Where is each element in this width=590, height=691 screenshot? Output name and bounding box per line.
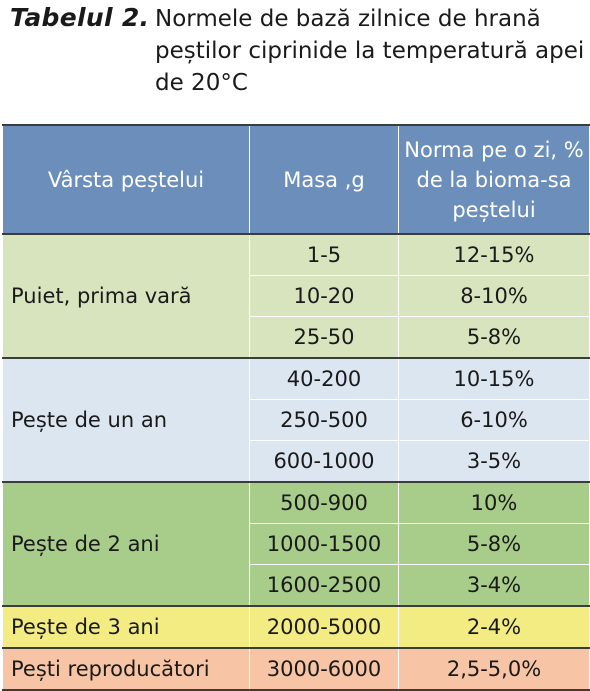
mass-cell: 1-5 xyxy=(250,234,399,276)
norm-cell: 3-5% xyxy=(399,441,590,483)
table-row xyxy=(3,482,590,524)
age-cell: Pește de un an xyxy=(3,358,250,482)
table-row xyxy=(3,358,590,400)
header-age: Vârsta peștelui xyxy=(3,125,250,234)
table-caption xyxy=(10,0,585,112)
mass-cell: 600-1000 xyxy=(250,441,399,483)
age-cell: Pești reproducători xyxy=(3,648,250,690)
mass-cell: 3000-6000 xyxy=(250,648,399,690)
caption-text: Normele de bază zilnice de hrană peștilor ciprinide la temperatură apei de 20°C xyxy=(155,6,585,96)
mass-cell: 1600-2500 xyxy=(250,565,399,607)
mass-cell: 25-50 xyxy=(250,317,399,359)
age-cell: Puiet, prima vară xyxy=(3,234,250,358)
header-mass: Masa ,g xyxy=(250,125,399,234)
norm-cell: 2-4% xyxy=(399,606,590,648)
table-header-row xyxy=(3,125,590,234)
norm-cell: 3-4% xyxy=(399,565,590,607)
mass-cell: 10-20 xyxy=(250,276,399,317)
norm-cell: 8-10% xyxy=(399,276,590,317)
table-row xyxy=(3,606,590,648)
norm-cell: 6-10% xyxy=(399,400,590,441)
caption-label: Tabelul 2. xyxy=(10,3,150,32)
norm-cell: 10-15% xyxy=(399,358,590,400)
norm-cell: 10% xyxy=(399,482,590,524)
header-norm: Norma pe o zi, % de la bioma-sa peștelui xyxy=(399,125,590,234)
mass-cell: 1000-1500 xyxy=(250,524,399,565)
mass-cell: 250-500 xyxy=(250,400,399,441)
mass-cell: 40-200 xyxy=(250,358,399,400)
norm-cell: 5-8% xyxy=(399,524,590,565)
age-cell: Pește de 3 ani xyxy=(3,606,250,648)
table-row xyxy=(3,648,590,690)
norm-cell: 5-8% xyxy=(399,317,590,359)
table-row xyxy=(3,234,590,276)
mass-cell: 2000-5000 xyxy=(250,606,399,648)
norm-cell: 12-15% xyxy=(399,234,590,276)
mass-cell: 500-900 xyxy=(250,482,399,524)
age-cell: Pește de 2 ani xyxy=(3,482,250,606)
feeding-norms-table xyxy=(2,124,590,691)
norm-cell: 2,5-5,0% xyxy=(399,648,590,690)
